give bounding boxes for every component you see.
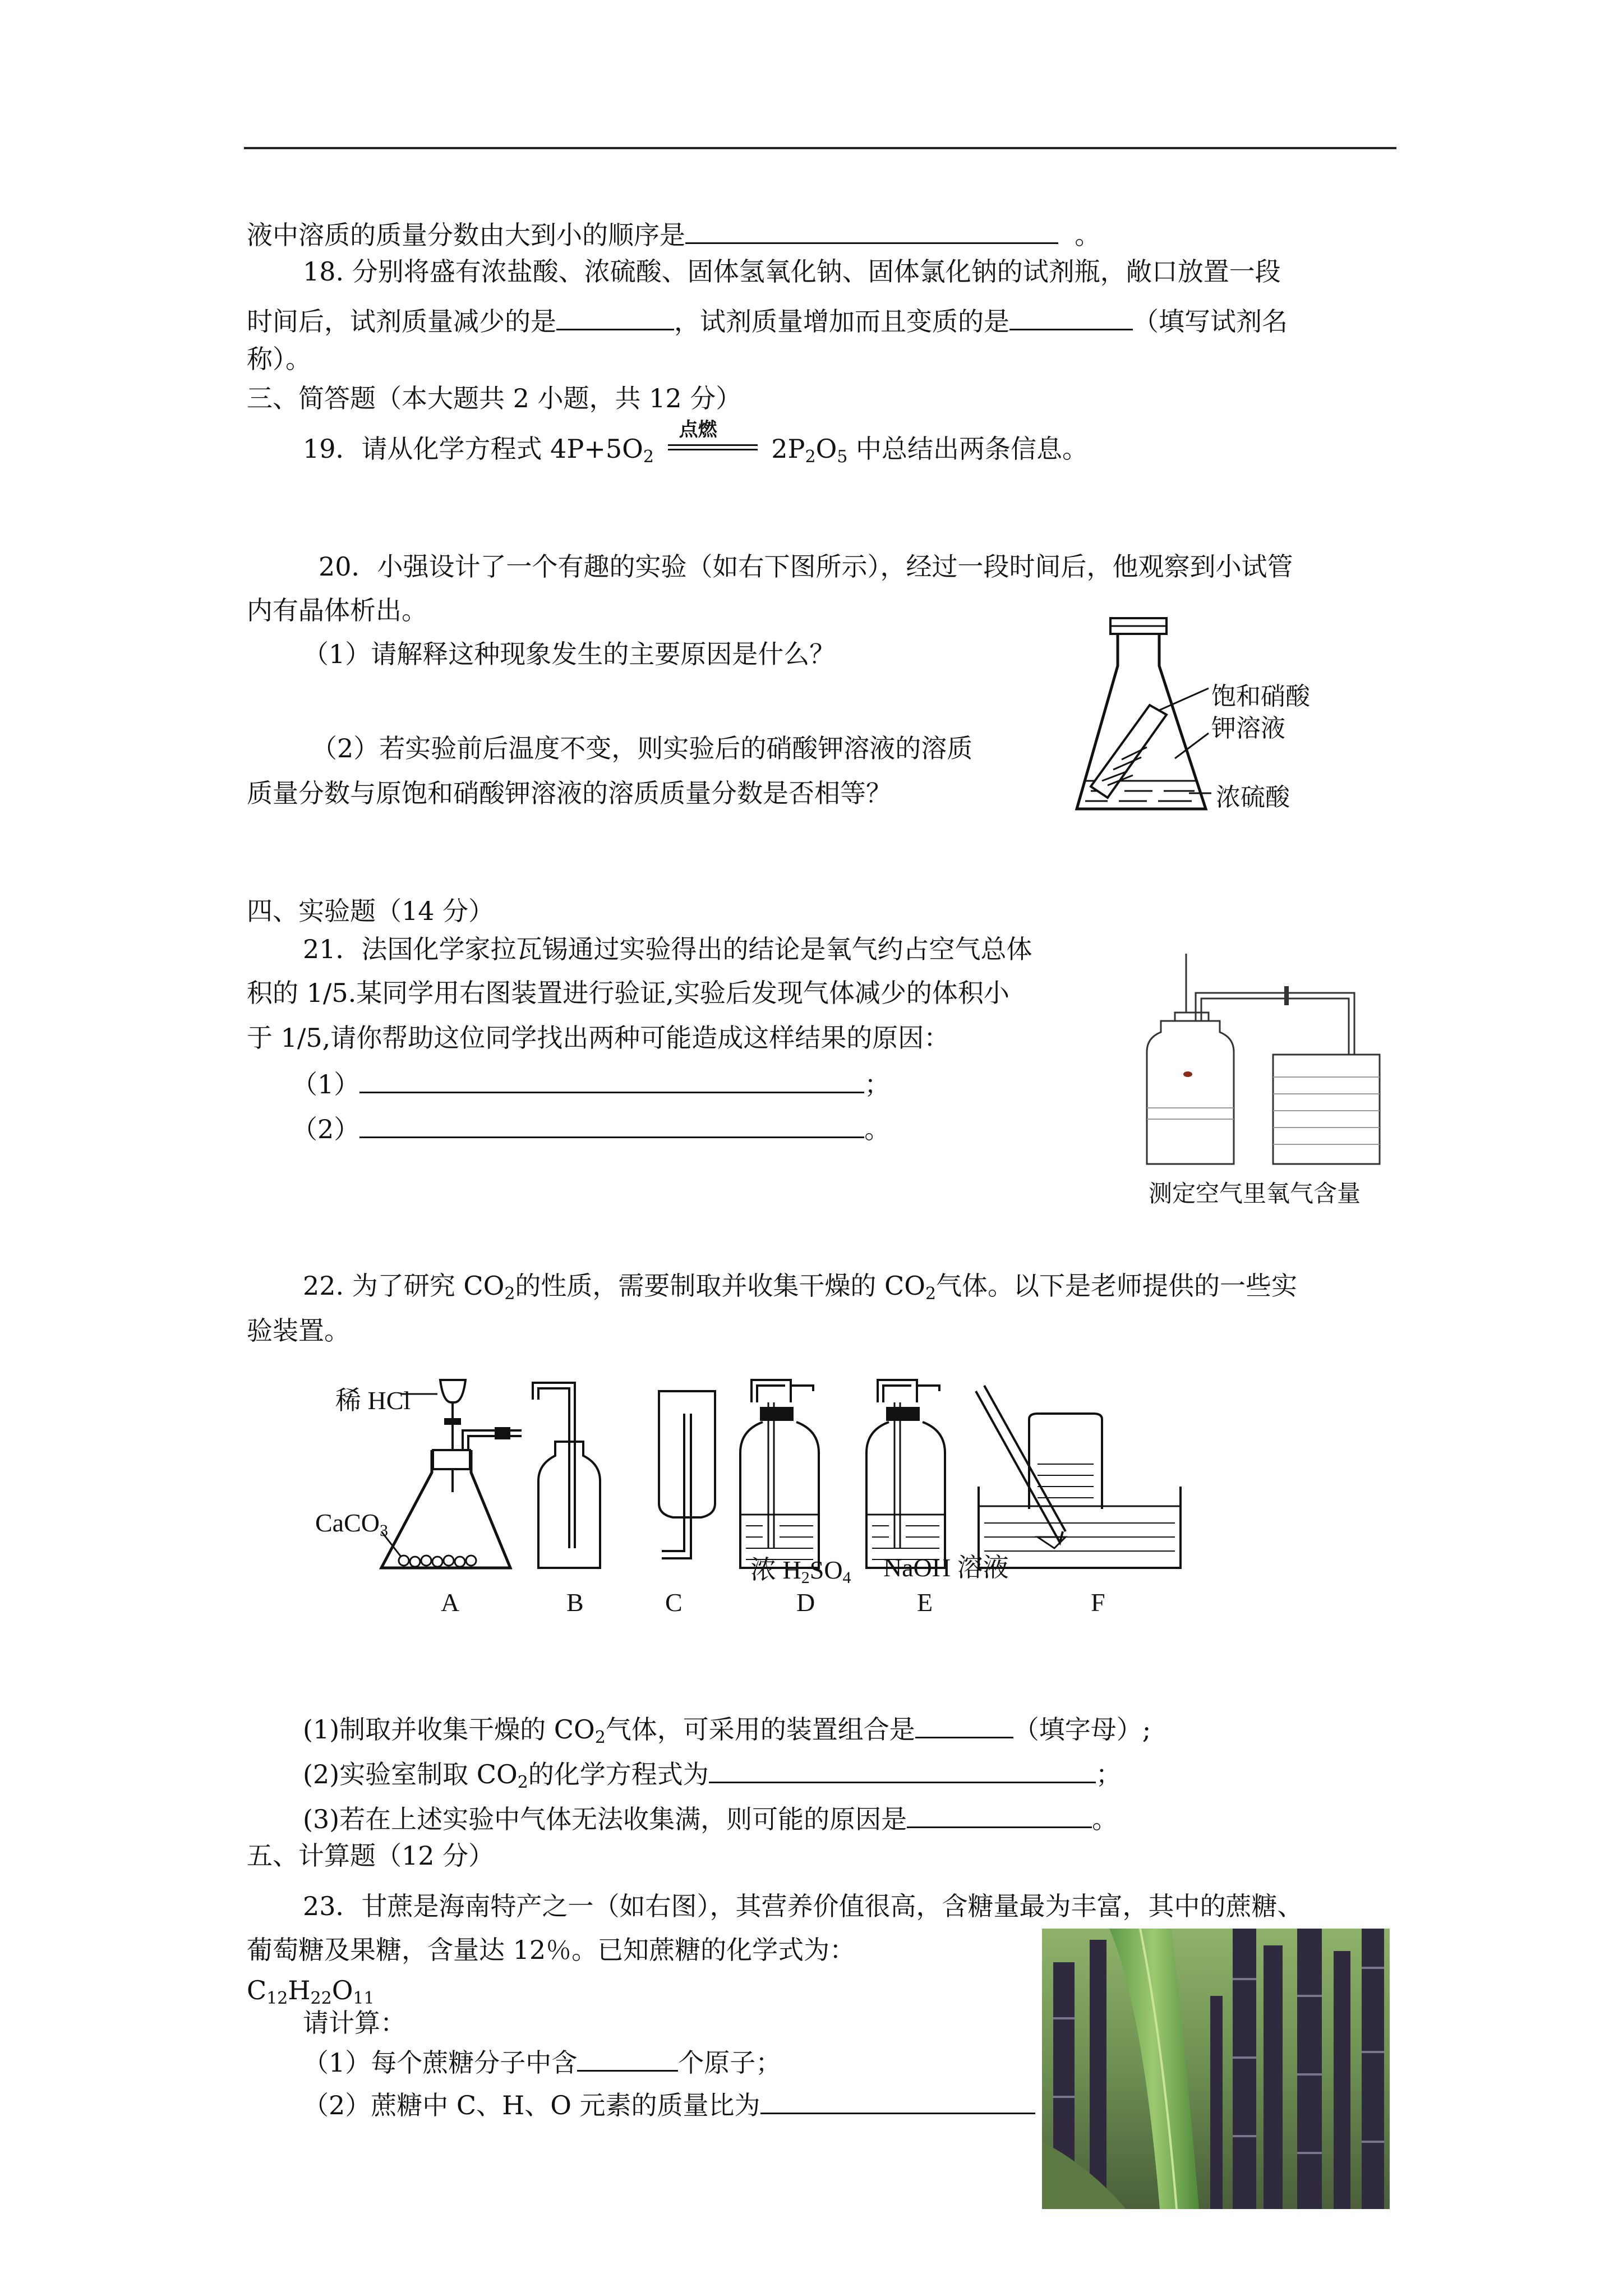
fig-label-sulfuric: 浓硫酸 (1216, 783, 1290, 812)
q23-line4: 请计算： (303, 2008, 406, 2038)
q23-line1: 23．甘蔗是海南特产之一（如右图），其营养价值很高，含糖量最为丰富，其中的蔗糖、 (303, 1891, 1303, 1921)
apparatus-d (740, 1380, 819, 1568)
section-4-heading: 四、实验题（14 分） (247, 896, 495, 926)
q21-line3: 于 1/5,请你帮助这位同学找出两种可能造成这样结果的原因： (247, 1023, 950, 1053)
q21-line2: 积的 1/5.某同学用右图装置进行验证,实验后发现气体减少的体积小 (247, 978, 1009, 1008)
q23-line2: 葡萄糖及果糖，含量达 12％。已知蔗糖的化学式为： (247, 1935, 856, 1965)
answer-blank[interactable] (1009, 301, 1133, 330)
fig-caption-oxygen: 测定空气里氧气含量 (1149, 1180, 1361, 1207)
answer-blank[interactable] (907, 1798, 1092, 1828)
answer-blank[interactable] (359, 1108, 864, 1138)
q18-line3: 称）。 (247, 344, 311, 374)
q20-part1: （1）请解释这种现象发生的主要原因是什么？ (303, 639, 836, 669)
sucrose-formula: $C_{12}H_{22}O_{11}$ (247, 1975, 375, 2008)
label-dilute-hcl: 稀 HCl (335, 1386, 411, 1415)
label-caco3: CaCO$_3$ (315, 1508, 388, 1540)
answer-blank[interactable] (915, 1709, 1013, 1738)
continuation-line: 液中溶质的质量分数由大到小的顺序是 。 (247, 214, 1100, 253)
q18-line1: 18. 分别将盛有浓盐酸、浓硫酸、固体氢氧化钠、固体氯化钠的试剂瓶，敞口放置一段 (303, 256, 1281, 287)
apparatus-c (659, 1391, 715, 1558)
apparatus-f (976, 1386, 1181, 1568)
q18-line2: 时间后，试剂质量减少的是 ，试剂质量增加而且变质的是 （填写试剂名 (247, 301, 1288, 339)
answer-blank[interactable] (577, 2042, 678, 2072)
answer-blank[interactable] (359, 1064, 864, 1093)
q21-part1: （1） ； (292, 1064, 890, 1102)
q20-part2b: 质量分数与原饱和硝酸钾溶液的溶质质量分数是否相等？ (247, 778, 892, 808)
q20-part2a: （2）若实验前后温度不变，则实验后的硝酸钾溶液的溶质 (311, 733, 973, 763)
q21-part2: （2） 。 (292, 1108, 890, 1147)
q19-line: 19．请从化学方程式 $4P+5O_2$ 点燃 $2P_2O_5$ 中总结出两条信息。 (303, 418, 1088, 467)
apparatus-label-f: F (1091, 1588, 1105, 1617)
q20-line1: 20．小强设计了一个有趣的实验（如右下图所示），经过一段时间后，他观察到小试管 (319, 551, 1293, 582)
apparatus-label-c: C (665, 1588, 683, 1617)
q22-part1: (1)制取并收集干燥的 $CO_2$气体，可采用的装置组合是 （填字母）; (303, 1709, 1151, 1747)
answer-blank[interactable] (556, 301, 674, 330)
answer-blank[interactable] (685, 214, 1058, 244)
apparatus-label-b: B (566, 1588, 584, 1617)
sugarcane-photo (1042, 1929, 1390, 2209)
q22-line2: 验装置。 (247, 1315, 350, 1346)
apparatus-label-d: D (796, 1588, 815, 1617)
q22-line1: 22. 为了研究 $CO_2$的性质，需要制取并收集干燥的 $CO_2$气体。以下是老师提供的一些实 (303, 1271, 1298, 1304)
section-5-heading: 五、计算题（12 分） (247, 1841, 495, 1871)
q20-line2: 内有晶体析出。 (247, 595, 427, 625)
q23-part1: （1）每个蔗糖分子中含 个原子； (303, 2042, 781, 2081)
label-naoh-solution: NaOH 溶液 (883, 1553, 1009, 1582)
oxygen-apparatus-figure (1133, 948, 1396, 1189)
label-conc-h2so4: 浓 $H_2SO_4$ (750, 1556, 851, 1587)
apparatus-label-e: E (917, 1588, 933, 1617)
q22-part2: (2)实验室制取 $CO_2$的化学方程式为 ； (303, 1754, 1122, 1792)
q23-part2: （2）蔗糖中 C、H、O 元素的质量比为 (303, 2085, 1035, 2123)
apparatus-e (866, 1380, 945, 1568)
answer-blank[interactable] (760, 2085, 1035, 2114)
fig-label-solution: 钾溶液 (1211, 714, 1285, 743)
apparatus-label-a: A (441, 1588, 460, 1617)
fig-label-saturated: 饱和硝酸 (1211, 682, 1310, 711)
header-rule (244, 147, 1396, 149)
section-3-heading: 三、简答题（本大题共 2 小题，共 12 分） (247, 383, 742, 413)
reaction-condition: 点燃 (662, 431, 763, 467)
q22-part3: (3)若在上述实验中气体无法收集满，则可能的原因是 。 (303, 1798, 1118, 1837)
answer-blank[interactable] (709, 1754, 1096, 1783)
apparatus-b (533, 1383, 600, 1568)
q21-line1: 21．法国化学家拉瓦锡通过实验得出的结论是氧气约占空气总体 (303, 934, 1032, 964)
